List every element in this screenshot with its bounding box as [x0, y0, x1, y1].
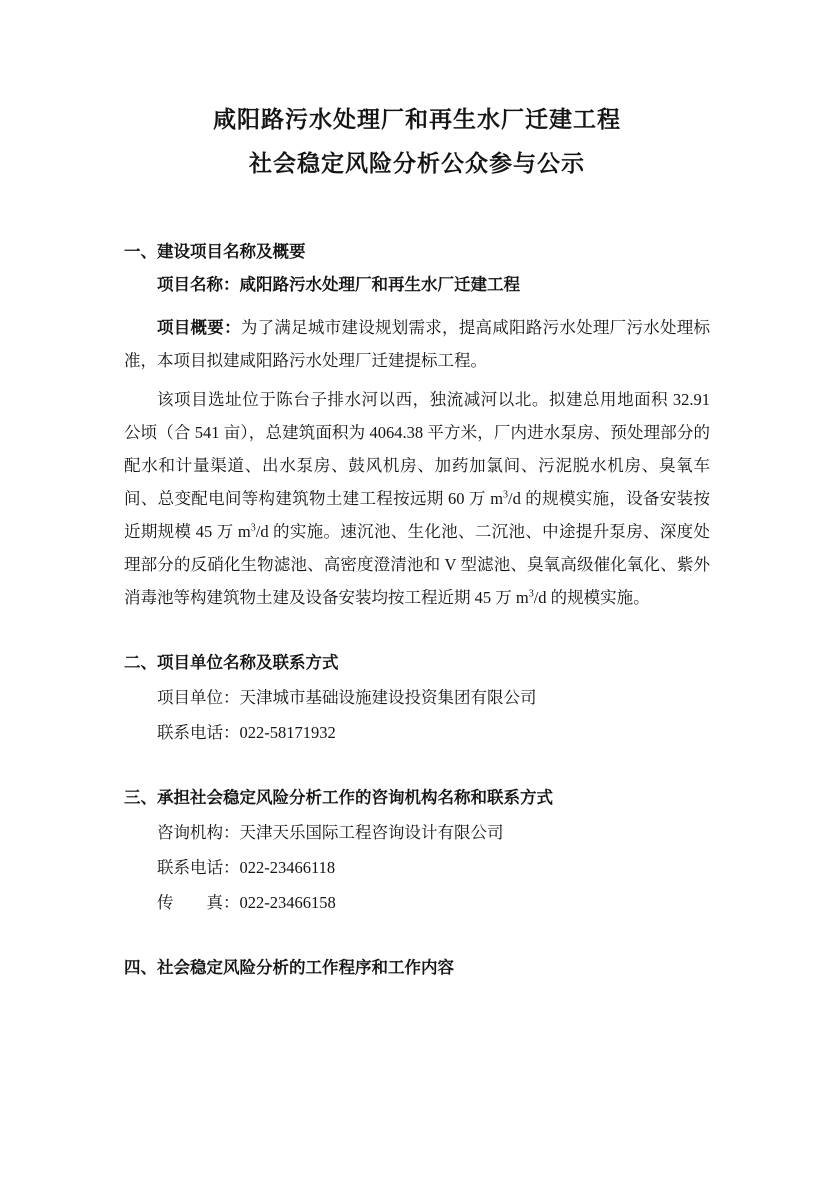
section1-heading: 一、建设项目名称及概要	[124, 242, 306, 261]
project-summary-paragraph	[124, 311, 710, 377]
consulting-fax-line	[124, 886, 710, 919]
consulting-agency-label: 咨询机构：	[157, 823, 240, 842]
project-summary-text: 为了满足城市建设规划需求，提高咸阳路污水处理厂污水处理标准，本项目拟建咸阳路污水处理厂迁建提标工程。	[124, 318, 710, 370]
project-name-line	[124, 268, 710, 301]
section3-heading: 三、承担社会稳定风险分析工作的咨询机构名称和联系方式	[124, 788, 553, 807]
project-unit-phone-value: 022-58171932	[239, 723, 336, 742]
project-name-value: 咸阳路污水处理厂和再生水厂迁建工程	[239, 275, 520, 294]
project-unit-value: 天津城市基础设施建设投资集团有限公司	[239, 688, 537, 707]
consulting-agency-value: 天津天乐国际工程咨询设计有限公司	[239, 823, 504, 842]
doc-title-line1: 咸阳路污水处理厂和再生水厂迁建工程	[213, 107, 621, 132]
consulting-fax-label: 传 真：	[157, 893, 240, 912]
consulting-phone-label: 联系电话：	[157, 858, 240, 877]
project-detail-paragraph: 该项目选址位于陈台子排水河以西，独流减河以北。拟建总用地面积 32.91 公顷（合 541 亩），总建筑面积为 4064.38 平方米，厂内进水泵房、预处理部分的配水和计量渠道、出水泵房、鼓风机房、加药加氯间、污泥脱水机房、臭氧车间、总变配电间等构建筑物土建工程按远期 60 万 $m^3/d$ 的规模实施，设备安装按近期规模 45 万 $m^3/d$ 的实施。速沉池、生化池、二沉池、中途提升泵房、深度处理部分的反硝化生物滤池、高密度澄清池和 V 型滤池、臭氧高级催化氧化、紫外消毒池等构建筑物土建及设备安装均按工程近期 45 万 $m^3/d$ 的规模实施。	[124, 390, 710, 607]
project-unit-phone-line	[124, 716, 710, 749]
project-summary-label: 项目概要：	[157, 318, 241, 337]
doc-title-line2: 社会稳定风险分析公众参与公示	[249, 151, 585, 176]
project-name-label: 项目名称：	[157, 275, 240, 294]
consulting-phone-value: 022-23466118	[239, 858, 336, 877]
project-unit-label: 项目单位：	[157, 688, 240, 707]
section2-heading: 二、项目单位名称及联系方式	[124, 653, 339, 672]
project-unit-line	[124, 681, 710, 714]
consulting-phone-line	[124, 851, 710, 884]
consulting-fax-value: 022-23466158	[239, 893, 336, 912]
project-unit-phone-label: 联系电话：	[157, 723, 240, 742]
section4-heading: 四、社会稳定风险分析的工作程序和工作内容	[124, 958, 454, 977]
consulting-agency-line	[124, 816, 710, 849]
